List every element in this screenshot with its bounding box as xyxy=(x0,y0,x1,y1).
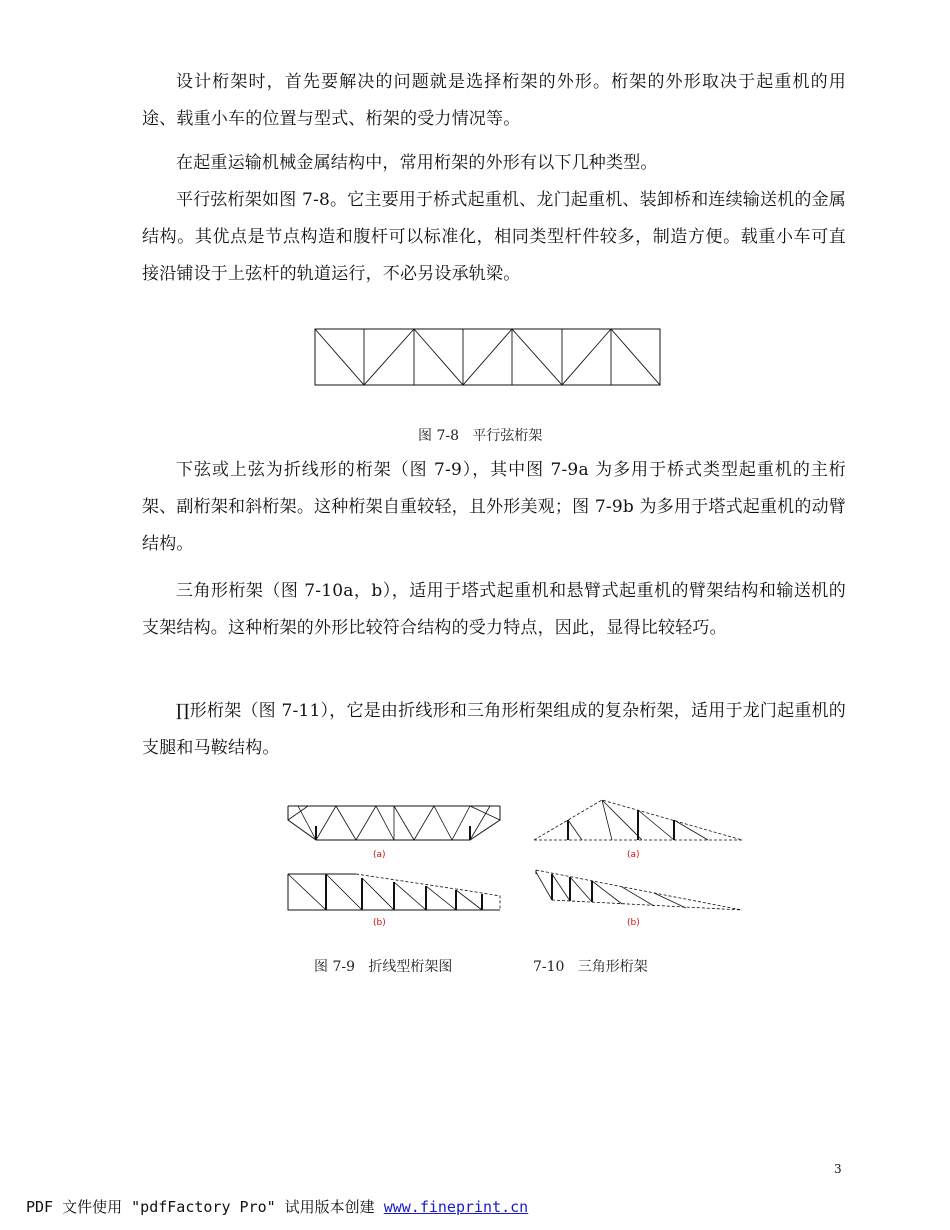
paragraph-truss-types: 在起重运输机械金属结构中，常用桁架的外形有以下几种类型。 xyxy=(176,153,658,173)
paragraph-triangular-truss: 三角形桁架（图 7-10a，b），适用于塔式起重机和悬臂式起重机的臂架结构和输送机的支架结构。这种桁架的外形比较符合结构的受力特点，因此，显得比较轻巧。 xyxy=(142,581,846,638)
polygonal-truss-a-figure xyxy=(286,800,504,846)
figure-7-9-caption: 图 7-9 折线型桁架图 xyxy=(314,959,453,975)
polygonal-truss-b-figure xyxy=(286,870,504,914)
paragraph-parallel-chord: 平行弦桁架如图 7-8。它主要用于桥式起重机、龙门起重机、装卸桥和连续输送机的金属结构。其优点是节点构造和腹杆可以标准化，相同类型杆件较多，制造方便。载重小车可直接沿铺设于上弦杆的轨道运行，不必另设承轨梁。 xyxy=(142,190,846,284)
figure-7-8-caption: 图 7-8 平行弦桁架 xyxy=(418,428,543,444)
figure-7-9b-label: (b) xyxy=(373,918,386,928)
page-number: 3 xyxy=(834,1162,842,1176)
figure-7-10b-label: (b) xyxy=(627,918,640,928)
pdf-footer xyxy=(26,1196,528,1217)
paragraph-pi-truss: ∏形桁架（图 7-11），它是由折线形和三角形桁架组成的复杂桁架，适用于龙门起重机的支腿和马鞍结构。 xyxy=(142,701,846,758)
footer-text: PDF 文件使用 "pdfFactory Pro" 试用版本创建 xyxy=(26,1198,384,1216)
truss-members xyxy=(315,329,660,385)
fineprint-link[interactable]: www.fineprint.cn xyxy=(383,1198,529,1216)
parallel-chord-truss-figure xyxy=(314,328,662,388)
triangular-truss-a-figure xyxy=(532,796,746,846)
triangular-truss-b-figure xyxy=(532,866,746,914)
figure-7-10-caption: 7-10 三角形桁架 xyxy=(533,959,648,975)
figure-7-10a-label: (a) xyxy=(627,850,640,860)
figure-7-9a-label: (a) xyxy=(373,850,386,860)
paragraph-truss-shape-intro: 设计桁架时，首先要解决的问题就是选择桁架的外形。桁架的外形取决于起重机的用途、载重小车的位置与型式、桁架的受力情况等。 xyxy=(142,72,846,129)
paragraph-polygonal-chord: 下弦或上弦为折线形的桁架（图 7-9），其中图 7-9a 为多用于桥式类型起重机的主桁架、副桁架和斜桁架。这种桁架自重较轻，且外形美观；图 7-9b 为多用于塔式起重机的动臂结构。 xyxy=(142,460,846,554)
